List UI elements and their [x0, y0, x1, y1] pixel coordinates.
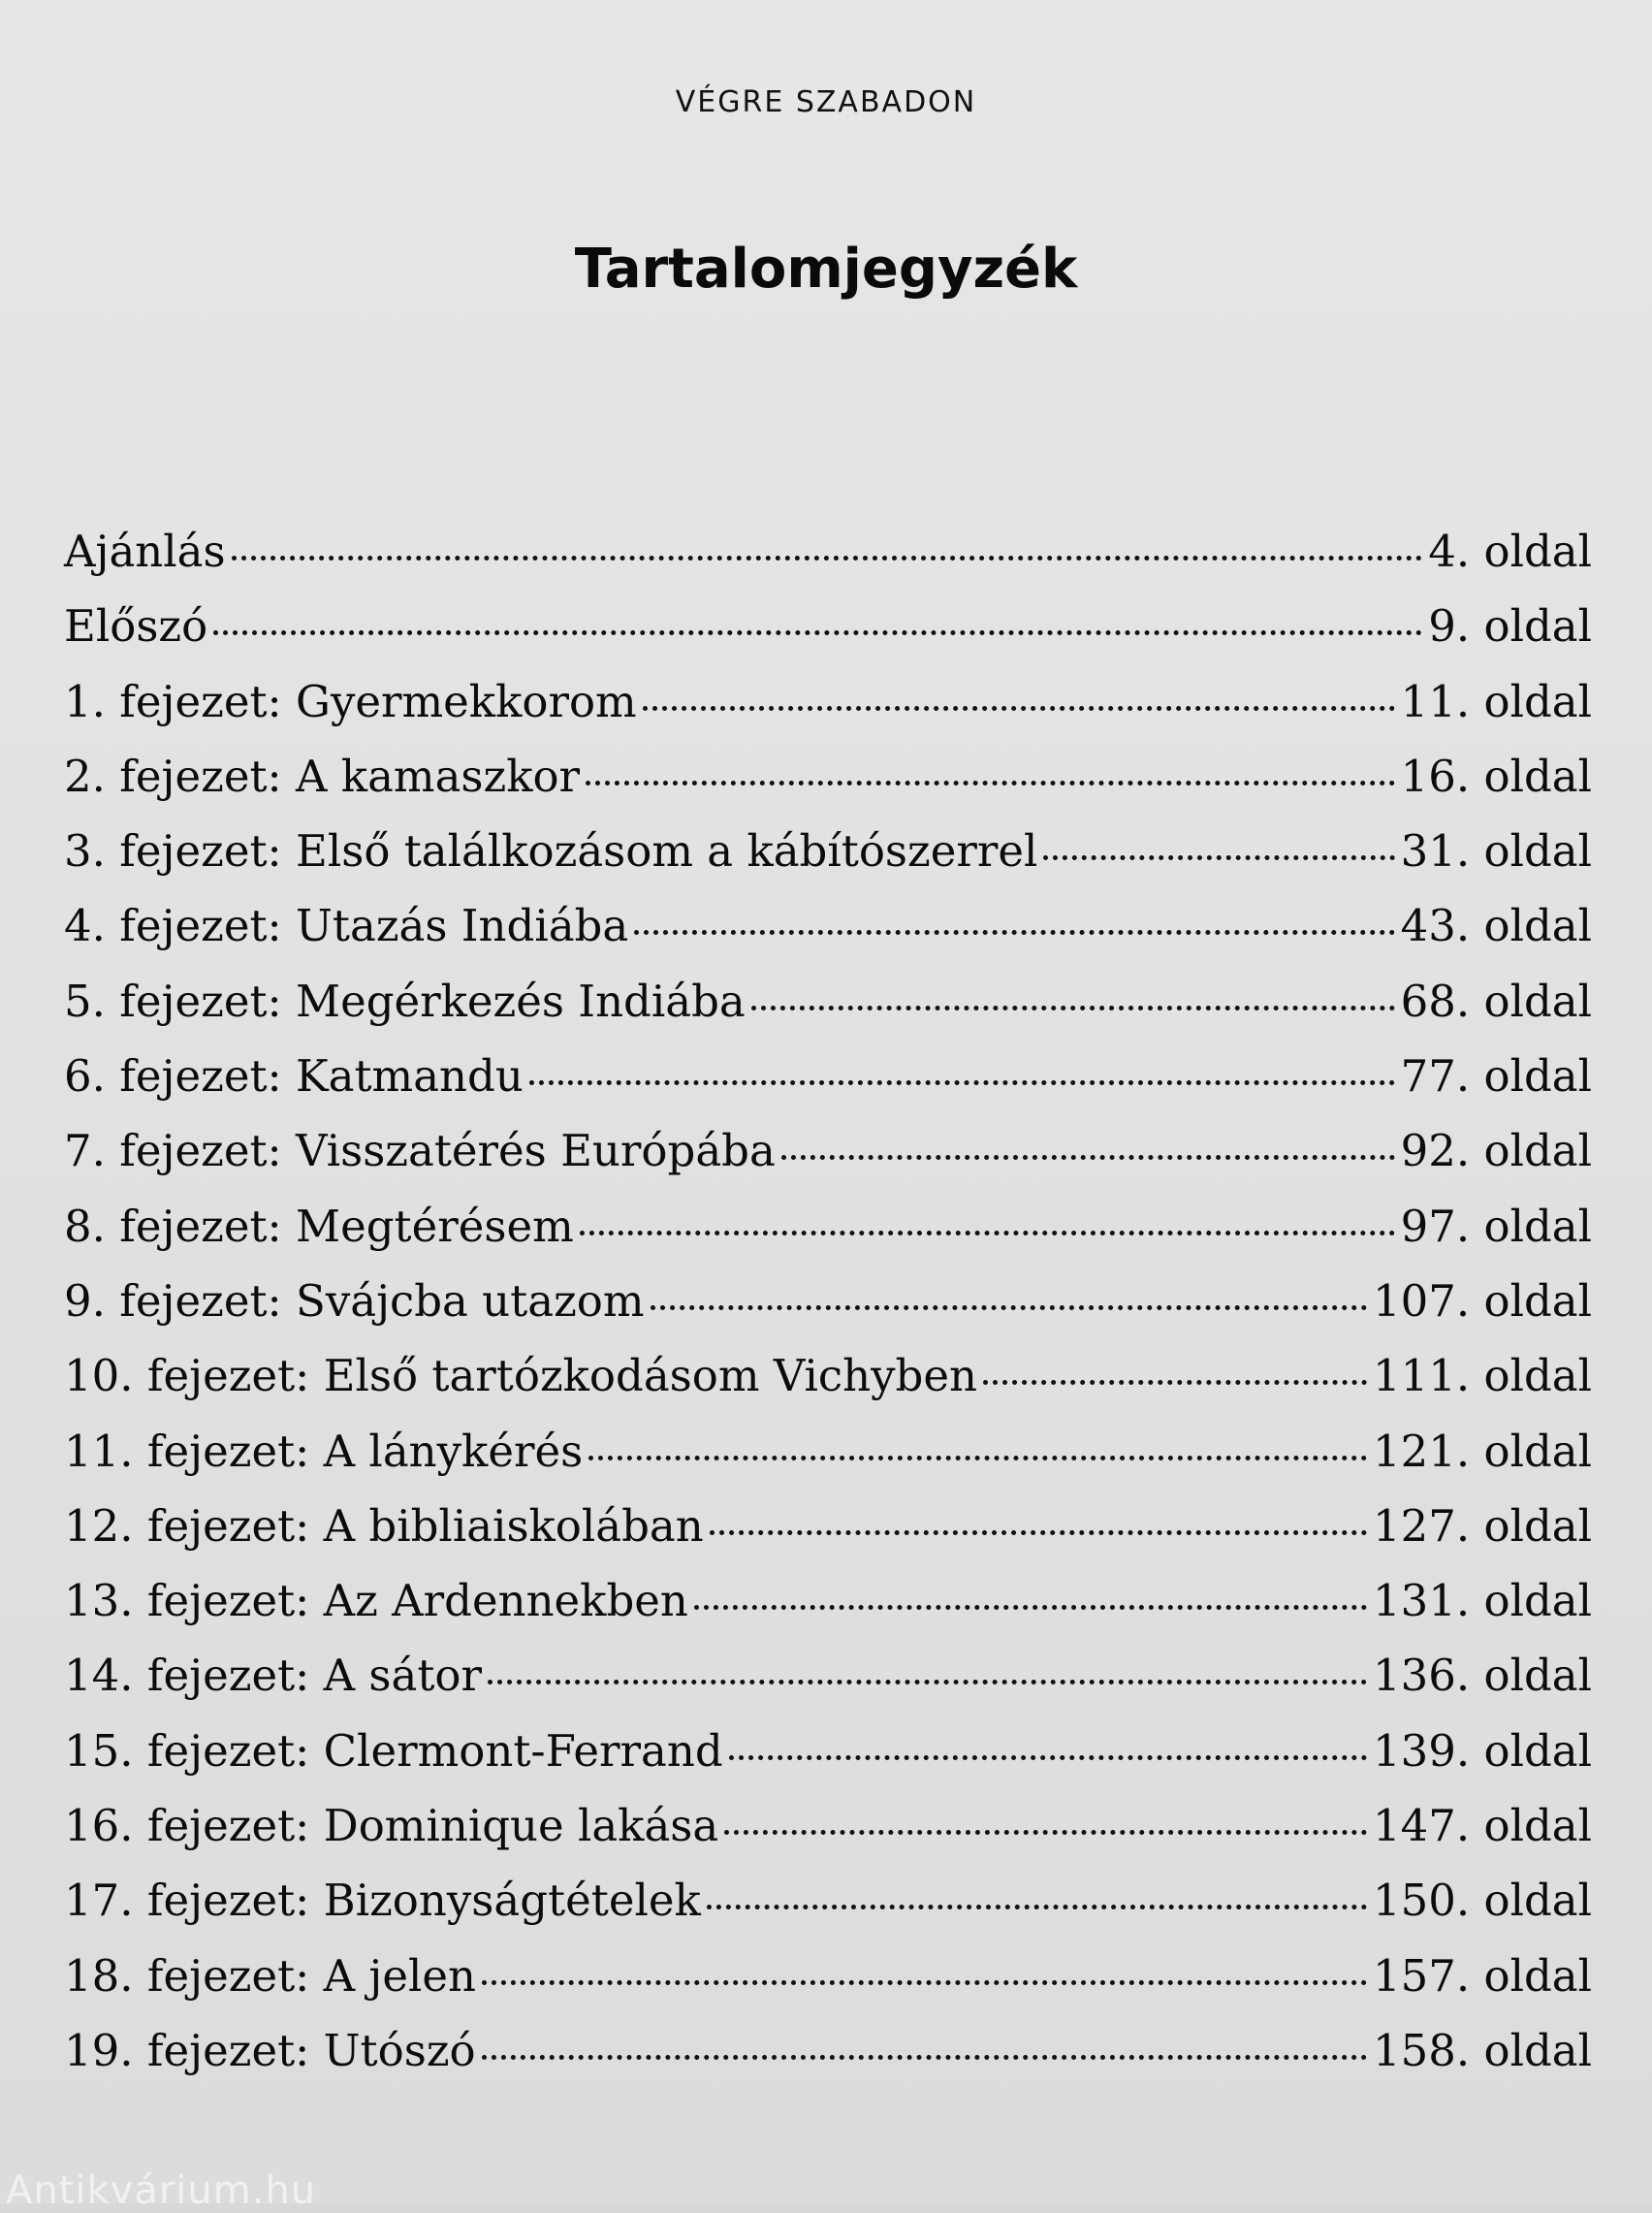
- toc-entry-chapter-5: [64, 976, 1592, 1050]
- table-of-contents: [64, 526, 1592, 2100]
- toc-entry-page: 77. oldal: [1400, 1050, 1592, 1103]
- toc-entry-page: 43. oldal: [1400, 900, 1592, 952]
- toc-entry-label: 7. fejezet: Visszatérés Európába: [64, 1125, 776, 1177]
- toc-entry-page: 136. oldal: [1372, 1650, 1592, 1702]
- toc-entry-label: 15. fejezet: Clermont-Ferrand: [64, 1724, 723, 1777]
- toc-entry-label: 10. fejezet: Első tartózkodásom Vichyben: [64, 1350, 977, 1402]
- dot-leader: [643, 706, 1395, 711]
- toc-entry-label: 9. fejezet: Svájcba utazom: [64, 1274, 645, 1327]
- toc-entry-ajanlas: [64, 526, 1592, 600]
- toc-entry-label: 1. fejezet: Gyermekkorom: [64, 675, 637, 727]
- toc-entry-label: 19. fejezet: Utószó: [64, 2024, 476, 2076]
- toc-entry-label: 6. fejezet: Katmandu: [64, 1050, 524, 1103]
- running-head: VÉGRE SZABADON: [675, 85, 977, 119]
- dot-leader: [580, 1231, 1395, 1235]
- dot-leader: [634, 930, 1394, 935]
- dot-leader: [488, 1680, 1367, 1684]
- toc-entry-label: 13. fejezet: Az Ardennekben: [64, 1575, 688, 1627]
- toc-entry-chapter-15: [64, 1725, 1592, 1800]
- toc-entry-page: 131. oldal: [1372, 1575, 1592, 1627]
- dot-leader: [529, 1080, 1395, 1085]
- toc-entry-chapter-19: [64, 2025, 1592, 2100]
- toc-entry-page: 68. oldal: [1400, 975, 1592, 1027]
- toc-entry-label: Előszó: [64, 600, 208, 653]
- toc-entry-chapter-12: [64, 1500, 1592, 1575]
- dot-leader: [588, 1456, 1367, 1460]
- dot-leader: [482, 2055, 1367, 2060]
- toc-entry-chapter-17: [64, 1875, 1592, 1949]
- toc-entry-chapter-6: [64, 1050, 1592, 1125]
- toc-entry-label: Ajánlás: [64, 526, 226, 577]
- toc-entry-label: 17. fejezet: Bizonyságtételek: [64, 1875, 701, 1927]
- watermark: Antikvárium.hu: [6, 2168, 317, 2213]
- toc-entry-chapter-1: [64, 676, 1592, 751]
- toc-entry-page: 111. oldal: [1372, 1350, 1592, 1402]
- toc-entry-eloszo: [64, 600, 1592, 675]
- toc-entry-page: 127. oldal: [1372, 1499, 1592, 1552]
- toc-entry-chapter-10: [64, 1350, 1592, 1425]
- dot-leader: [729, 1755, 1367, 1760]
- dot-leader: [213, 630, 1422, 635]
- toc-entry-page: 157. oldal: [1372, 1949, 1592, 2002]
- toc-entry-label: 4. fejezet: Utazás Indiába: [64, 900, 629, 952]
- toc-entry-label: 12. fejezet: A bibliaiskolában: [64, 1499, 704, 1552]
- toc-entry-page: 158. oldal: [1372, 2024, 1592, 2076]
- toc-entry-chapter-2: [64, 751, 1592, 825]
- toc-entry-label: 14. fejezet: A sátor: [64, 1650, 483, 1702]
- toc-entry-page: 9. oldal: [1428, 600, 1592, 653]
- toc-entry-chapter-16: [64, 1800, 1592, 1875]
- toc-entry-page: 4. oldal: [1428, 526, 1592, 577]
- dot-leader: [751, 1006, 1395, 1010]
- toc-entry-chapter-13: [64, 1575, 1592, 1650]
- toc-entry-chapter-18: [64, 1950, 1592, 2025]
- dot-leader: [781, 1155, 1395, 1160]
- dot-leader: [1043, 855, 1394, 860]
- toc-entry-chapter-7: [64, 1125, 1592, 1200]
- page-title: Tartalomjegyzék: [574, 238, 1078, 301]
- toc-entry-chapter-8: [64, 1201, 1592, 1275]
- dot-leader: [983, 1380, 1367, 1385]
- toc-entry-label: 8. fejezet: Megtérésem: [64, 1200, 574, 1252]
- toc-entry-chapter-14: [64, 1650, 1592, 1724]
- toc-entry-page: 16. oldal: [1400, 750, 1592, 802]
- toc-entry-page: 11. oldal: [1400, 675, 1592, 727]
- toc-entry-page: 147. oldal: [1372, 1800, 1592, 1852]
- toc-entry-label: 5. fejezet: Megérkezés Indiába: [64, 975, 746, 1027]
- toc-entry-page: 31. oldal: [1400, 825, 1592, 878]
- toc-entry-chapter-11: [64, 1426, 1592, 1500]
- toc-entry-page: 92. oldal: [1400, 1125, 1592, 1177]
- toc-entry-page: 150. oldal: [1372, 1875, 1592, 1927]
- toc-entry-page: 139. oldal: [1372, 1724, 1592, 1777]
- toc-entry-label: 3. fejezet: Első találkozásom a kábítószerrel: [64, 825, 1038, 878]
- toc-entry-chapter-3: [64, 825, 1592, 900]
- toc-entry-label: 18. fejezet: A jelen: [64, 1949, 477, 2002]
- toc-entry-page: 107. oldal: [1372, 1274, 1592, 1327]
- dot-leader: [710, 1530, 1367, 1535]
- toc-entry-label: 16. fejezet: Dominique lakása: [64, 1800, 719, 1852]
- toc-entry-page: 121. oldal: [1372, 1425, 1592, 1477]
- toc-entry-chapter-4: [64, 900, 1592, 975]
- dot-leader: [482, 1980, 1367, 1985]
- dot-leader: [651, 1305, 1367, 1310]
- dot-leader: [694, 1605, 1367, 1610]
- dot-leader: [724, 1830, 1367, 1835]
- dot-leader: [586, 781, 1395, 786]
- toc-entry-label: 11. fejezet: A lánykérés: [64, 1425, 584, 1477]
- dot-leader: [707, 1905, 1367, 1909]
- dot-leader: [232, 556, 1423, 561]
- toc-entry-page: 97. oldal: [1400, 1200, 1592, 1252]
- toc-entry-label: 2. fejezet: A kamaszkor: [64, 750, 581, 802]
- toc-entry-chapter-9: [64, 1275, 1592, 1350]
